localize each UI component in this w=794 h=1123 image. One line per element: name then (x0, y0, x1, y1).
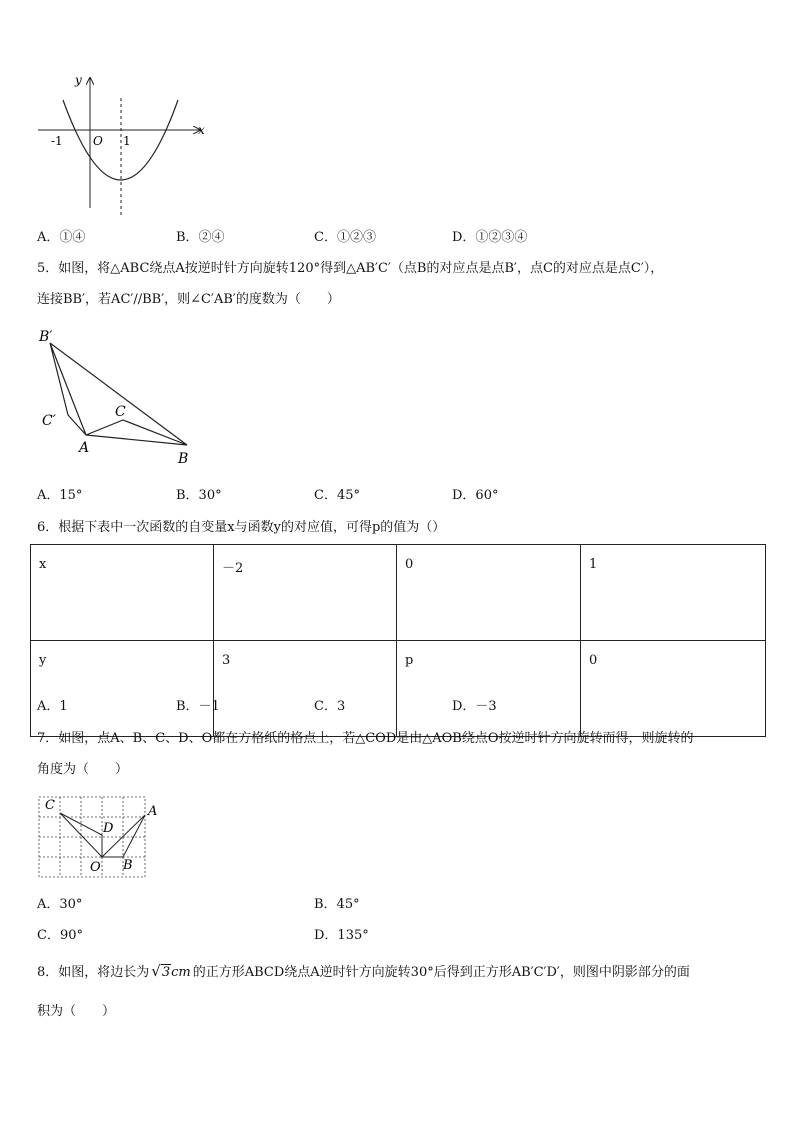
label-b: B (178, 451, 189, 467)
sqrt-sign: √ (151, 962, 161, 980)
q6-option-c[interactable]: C．3 (314, 699, 346, 714)
q4-option-a[interactable]: A．①④ (37, 230, 86, 245)
label-o: O (90, 860, 101, 875)
sqrt-radicand: 3 (161, 965, 171, 980)
value-table (30, 544, 766, 737)
q6-option-b[interactable]: B．－1 (176, 699, 220, 714)
q8-stem-part2: 的正方形ABCD绕点A逆时针方向旋转30°后得到正方形AB′C′D′，则图中阴影部分的面 (192, 965, 690, 980)
parabola-graph (30, 70, 220, 220)
table-row (31, 545, 766, 641)
q5-option-a[interactable]: A．15° (37, 488, 83, 503)
table-cell: y (31, 641, 214, 737)
q5-option-b[interactable]: B．30° (176, 488, 222, 503)
q7-stem-line2: 角度为（ ） (37, 762, 129, 777)
q7-option-b[interactable]: B．45° (314, 897, 360, 912)
tick-neg1-label: -1 (51, 134, 63, 148)
q5-stem-line1: 5．如图，将△ABC绕点A按逆时针方向旋转120°得到△AB′C′（点B的对应点是点B′，点C的对应点是点C′）， (37, 261, 664, 276)
origin-label: O (93, 134, 103, 148)
label-c: C (45, 798, 55, 813)
label-b-prime: B′ (39, 329, 53, 345)
q8-stem-line1 (37, 962, 690, 982)
triangle-abc (86, 420, 187, 445)
q4-option-b[interactable]: B．②④ (176, 230, 225, 245)
table-cell: 1 (581, 545, 766, 641)
label-b: B (123, 858, 133, 873)
q8-stem-part1: 8．如图，将边长为 (37, 965, 150, 980)
grid-rotation-figure (37, 795, 162, 885)
q5-option-c[interactable]: C．45° (314, 488, 360, 503)
table-cell: 0 (581, 641, 766, 737)
label-a: A (79, 440, 90, 456)
q6-option-a[interactable]: A．1 (37, 699, 68, 714)
q5-option-d[interactable]: D．60° (452, 488, 499, 503)
table-cell: －2 (214, 545, 397, 641)
q7-option-a[interactable]: A．30° (37, 897, 83, 912)
q5-stem-line2: 连接BB′，若AC′//BB′，则∠C′AB′的度数为（ ） (37, 292, 340, 307)
label-c-prime: C′ (42, 413, 56, 429)
q6-stem: 6．根据下表中一次函数的自变量x与函数y的对应值，可得p的值为（） (37, 520, 446, 535)
q7-stem-line1: 7．如图，点A、B、C、D、O都在方格纸的格点上，若△COD是由△AOB绕点O按逆时针方向旋转而得，则旋转的 (37, 731, 694, 746)
q6-option-d[interactable]: D．－3 (452, 699, 497, 714)
table-cell: p (397, 641, 581, 737)
q7-option-d[interactable]: D．135° (314, 928, 369, 943)
label-a: A (148, 804, 158, 819)
unit-label: cm (171, 965, 191, 980)
table-cell: 0 (397, 545, 581, 641)
table-cell: x (31, 545, 214, 641)
q8-stem-line2: 积为（ ） (37, 1004, 116, 1019)
q7-option-c[interactable]: C．90° (37, 928, 83, 943)
label-c: C (115, 404, 126, 420)
table-cell: 3 (214, 641, 397, 737)
q4-option-d[interactable]: D．①②③④ (452, 230, 528, 245)
y-axis-label: y (75, 73, 82, 87)
tick-1-label: 1 (123, 134, 131, 148)
sqrt-expression (151, 962, 190, 982)
table-row (31, 641, 766, 737)
x-axis-label: x (198, 123, 205, 137)
label-d: D (103, 821, 114, 836)
q4-option-c[interactable]: C．①②③ (314, 230, 376, 245)
rotation-triangle-figure (35, 325, 200, 470)
